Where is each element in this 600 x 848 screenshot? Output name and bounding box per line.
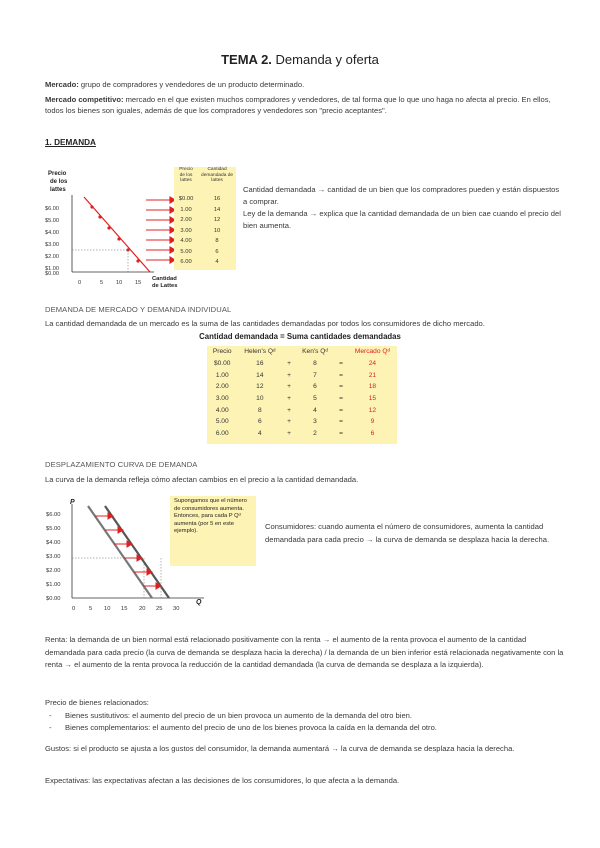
svg-text:0: 0: [78, 280, 82, 286]
chart2-demand-d2: [105, 506, 169, 598]
shift-note: Supongamos que el número de consumidores aumenta. Entonces, para cada P Qᵈ aumenta (por 5 en este ejemplo).: [170, 496, 256, 566]
svg-text:30: 30: [173, 606, 180, 612]
chart2-demand-d1: [88, 506, 152, 598]
chart1-yticks: [45, 206, 59, 277]
svg-text:$5.00: $5.00: [45, 218, 59, 224]
svg-text:5: 5: [100, 280, 104, 286]
chart2-xlabel: Q: [196, 599, 202, 606]
chart2-shift-arrows: [95, 513, 161, 589]
table-row: 3.00 10: [180, 227, 221, 234]
svg-text:$5.00: $5.00: [46, 526, 61, 532]
market-demand-table: [207, 346, 397, 444]
svg-text:$3.00: $3.00: [45, 242, 59, 248]
chart1-ylabel: Precio: [48, 171, 67, 177]
chart1-xticks: [78, 280, 141, 286]
svg-text:$6.00: $6.00: [45, 206, 59, 212]
table-row: 2.00 12: [180, 217, 221, 224]
svg-text:15: 15: [121, 606, 128, 612]
chart1-demand-line: [84, 197, 150, 272]
svg-text:$0.00: $0.00: [46, 596, 61, 602]
title-text: Demanda y oferta: [271, 52, 379, 67]
svg-text:10: 10: [116, 280, 123, 286]
section1-text: [243, 184, 561, 232]
shift-heading: DESPLAZAMIENTO CURVA DE DEMANDA: [45, 460, 198, 469]
svg-text:20: 20: [139, 606, 146, 612]
table-row: 1.00 14 + 7 = 21: [215, 371, 377, 379]
list-item: - Bienes complementarios: el aumento del precio de uno de los bienes provoca la caída en la demanda del otro.: [45, 722, 565, 735]
table-row: 2.00 12 + 6 = 18: [215, 383, 377, 391]
table-row: 3.00 10 + 5 = 15: [215, 395, 377, 403]
market-demand-heading: DEMANDA DE MERCADO Y DEMANDA INDIVIDUAL: [45, 305, 232, 314]
table-row: 4.00 8 + 4 = 12: [215, 406, 377, 414]
svg-text:$6.00: $6.00: [46, 512, 61, 518]
section-demanda-heading: 1. DEMANDA: [45, 138, 96, 147]
related-goods-list: [45, 710, 565, 735]
chart2-xticks: [72, 606, 179, 612]
svg-text:de Lattes: de Lattes: [152, 283, 178, 289]
svg-text:lattes: lattes: [50, 187, 66, 193]
svg-text:$4.00: $4.00: [45, 230, 59, 236]
market-demand-text: La cantidad demandada de un mercado es la suma de las cantidades demandadas por todos los consumidores de dicho mercado.: [45, 319, 485, 328]
table-row: 4.00 8: [180, 238, 219, 245]
list-item: - Bienes sustitutivos: el aumento del precio de un bien provoca un aumento de la demanda del otro bien.: [45, 710, 565, 723]
svg-text:$2.00: $2.00: [46, 568, 61, 574]
table-row: $0.00 16: [178, 196, 221, 203]
svg-text:0: 0: [72, 606, 76, 612]
table-row: 5.00 6: [180, 248, 219, 255]
expectativas-paragraph: Expectativas: las expectativas afectan a las decisiones de los consumidores, lo que afecta a la demanda.: [45, 776, 400, 785]
svg-text:25: 25: [156, 606, 163, 612]
page-title: [0, 52, 600, 67]
table-row: 6.00 4: [180, 259, 219, 266]
chart2-yticks: [46, 512, 61, 602]
related-goods-block: [45, 697, 565, 735]
shift-side-text: Consumidores: cuando aumenta el número de consumidores, aumenta la cantidad demandada para cada precio → la curva de demanda se desplaza hacia la derecha.: [265, 522, 550, 544]
svg-text:$2.00: $2.00: [45, 254, 59, 260]
table-row: 1.00 14: [180, 206, 221, 213]
chart1-xlabel: Cantidad: [152, 276, 177, 282]
renta-paragraph: Renta: la demanda de un bien normal está relacionado positivamente con la renta → el aumento de la renta provoca el aumento de la cantidad demandada para cada precio (la curva de demanda se desplaza hacia la derecha) / la demanda de un bien inferior está relacionada negativamente con la renta → el aumento de la renta provoca la reducción de la cantidad demandada (la curva de demanda se desplaza a la izquierda).: [45, 635, 564, 670]
svg-text:$4.00: $4.00: [46, 540, 61, 546]
chart1-points: [90, 205, 139, 262]
demand-schedule-table: [174, 167, 236, 270]
cantidad-demandada-definition: Cantidad demandada → cantidad de un bien que los compradores pueden y están dispuestos a comprar.: [243, 185, 560, 206]
gustos-paragraph: Gustos: si el producto se ajusta a los gustos del consumidor, la demanda aumentará → la curva de demanda se desplaza hacia la derecha.: [45, 744, 515, 753]
intro-block: [45, 79, 560, 116]
svg-text:15: 15: [135, 280, 142, 286]
title-number: TEMA 2.: [221, 52, 272, 67]
ley-demanda-definition: Ley de la demanda → explica que la cantidad demandada de un bien cae cuando el precio del bien aumenta.: [243, 209, 561, 230]
svg-text:10: 10: [104, 606, 111, 612]
svg-text:5: 5: [89, 606, 93, 612]
svg-text:de los: de los: [50, 179, 68, 185]
chart2-ylabel: P: [70, 499, 75, 506]
market-formula: Cantidad demandada = Suma cantidades demandadas: [199, 332, 401, 341]
chart1-arrows: [144, 196, 176, 268]
svg-text:$1.00: $1.00: [45, 266, 59, 272]
table1-header-price: Precio de los lattes: [179, 167, 193, 183]
shift-text: La curva de la demanda refleja cómo afectan cambios en el precio a la cantidad demandada.: [45, 475, 359, 484]
table-row: 5.00 6 + 3 = 9: [215, 418, 375, 426]
table-row: $0.00 16 + 8 = 24: [213, 360, 377, 368]
mercado-definition: Mercado: grupo de compradores y vendedores de un producto determinado.: [45, 80, 305, 89]
table-row: 6.00 4 + 2 = 6: [215, 430, 375, 438]
table1-header-qty: Cantidad demandada de lattes: [201, 167, 234, 183]
svg-text:$1.00: $1.00: [46, 582, 61, 588]
table-header-row: Precio Helen's Qᵈ Ken's Qᵈ Mercado Qᵈ: [212, 348, 390, 356]
mercado-competitivo-definition: Mercado competitivo: mercado en el que existen muchos compradores y vendedores, de tal forma que lo que uno haga no afecta al precio. En ellos, todos los bienes son iguales, además de que los compradores y vendedores son "precio aceptantes".: [45, 95, 551, 115]
related-goods-heading: Precio de bienes relacionados:: [45, 698, 149, 707]
svg-text:$3.00: $3.00: [46, 554, 61, 560]
svg-text:$0.00: $0.00: [45, 271, 59, 277]
